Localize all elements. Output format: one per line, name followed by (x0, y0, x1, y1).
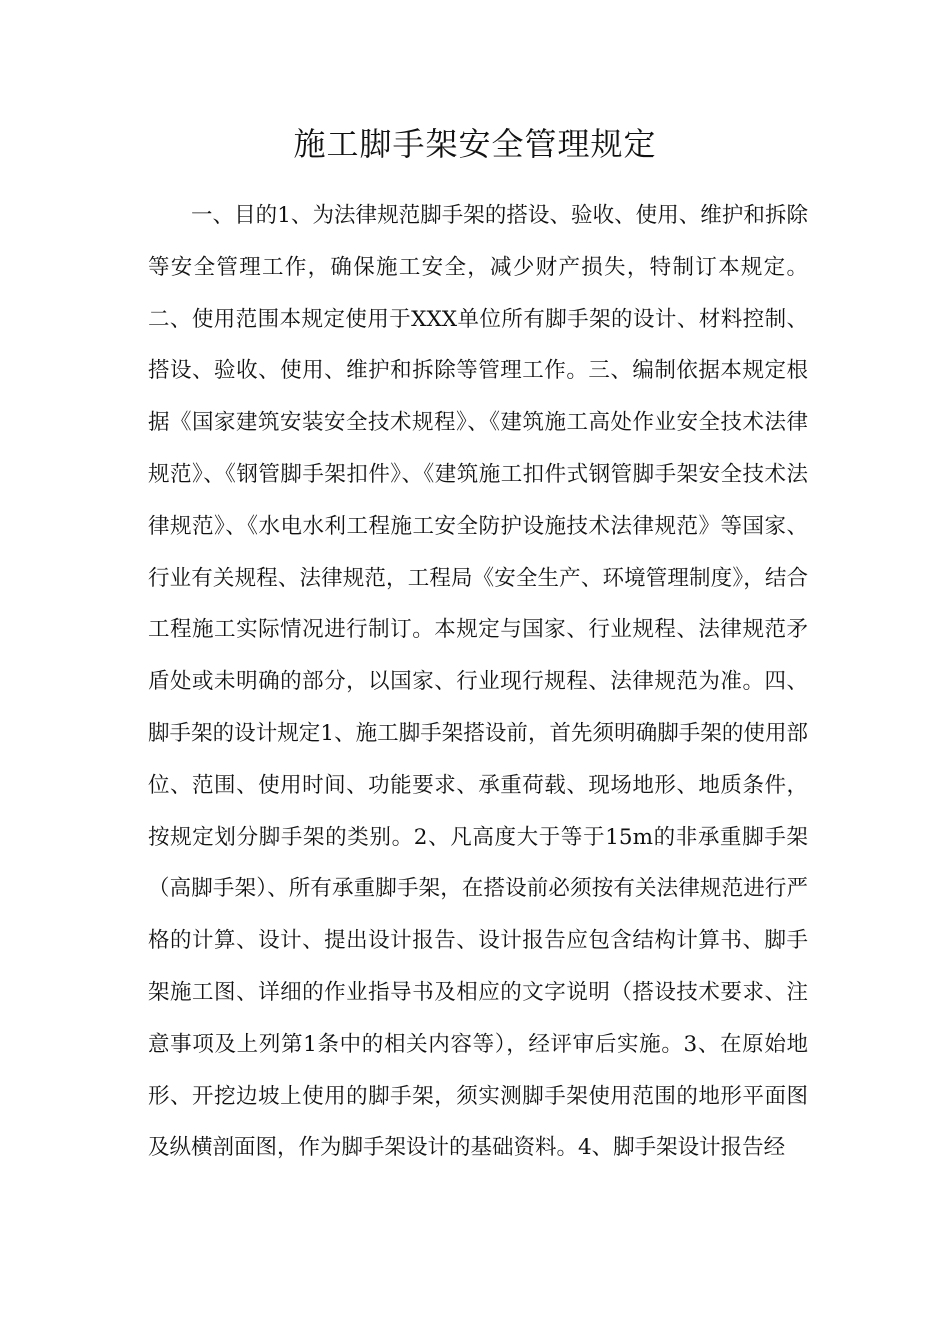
document-title: 施工脚手架安全管理规定 (293, 125, 657, 163)
document-body-paragraph: 一、目的1、为法律规范脚手架的搭设、验收、使用、维护和拆除等安全管理工作，确保施工安全，减少财产损失，特制订本规定。二、使用范围本规定使用于XXX单位所有脚手架的设计、材料控制、搭设、验收、使用、维护和拆除等管理工作。三、编制依据本规定根据《国家建筑安装安全技术规程》、《建筑施工高处作业安全技术法律规范》、《钢管脚手架扣件》、《建筑施工扣件式钢管脚手架安全技术法律规范》、《水电水利工程施工安全防护设施技术法律规范》等国家、行业有关规程、法律规范，工程局《安全生产、环境管理制度》，结合工程施工实际情况进行制订。本规定与国家、行业规程、法律规范矛盾处或未明确的部分，以国家、行业现行规程、法律规范为准。四、脚手架的设计规定1、施工脚手架搭设前，首先须明确脚手架的使用部位、范围、使用时间、功能要求、承重荷载、现场地形、地质条件，按规定划分脚手架的类别。2、凡高度大于等于15m的非承重脚手架（高脚手架）、所有承重脚手架，在搭设前必须按有关法律规范进行严格的计算、设计、提出设计报告、设计报告应包含结构计算书、脚手架施工图、详细的作业指导书及相应的文字说明（搭设技术要求、注意事项及上列第1条中的相关内容等），经评审后实施。3、在原始地形、开挖边坡上使用的脚手架，须实测脚手架使用范围的地形平面图及纵横剖面图，作为脚手架设计的基础资料。4、脚手架设计报告经 (148, 203, 808, 1161)
